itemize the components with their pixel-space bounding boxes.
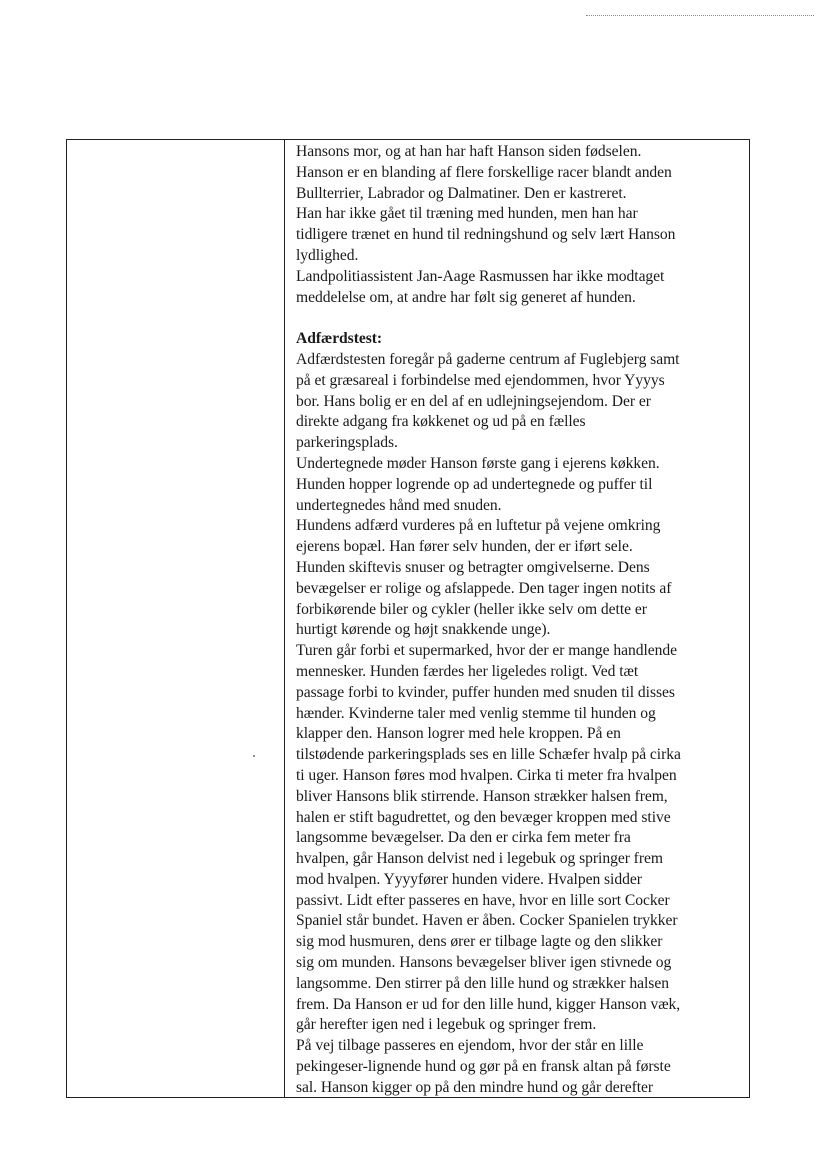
text-line: tilstødende parkeringsplads ses en lille Schæfer hvalp på cirka	[296, 746, 681, 764]
text-line: langsomme. Den stirrer på den lille hund og strækker halsen	[296, 974, 669, 992]
text-line: mennesker. Hunden færdes her ligeledes roligt. Ved tæt	[296, 662, 639, 680]
text-line: bevægelser er rolige og afslappede. Den tager ingen notits af	[296, 579, 672, 597]
scan-speck	[253, 755, 255, 757]
text-line: Turen går forbi et supermarked, hvor der er mange handlende	[296, 642, 677, 660]
paragraph	[296, 267, 748, 309]
text-line: direkte adgang fra køkkenet og ud på en fælles	[296, 413, 586, 431]
text-line: pekingeser-lignende hund og gør på en fransk altan på første	[296, 1058, 671, 1076]
text-line: På vej tilbage passeres en ejendom, hvor der står en lille	[296, 1037, 644, 1055]
text-line: bliver Hansons blik stirrende. Hanson strækker halsen frem,	[296, 787, 668, 805]
document-table	[66, 139, 750, 1098]
text-line: Hansons mor, og at han har haft Hanson siden fødselen.	[296, 143, 642, 160]
text-line: Landpolitiassistent Jan-Aage Rasmussen har ikke modtaget	[296, 267, 665, 285]
text-line: hænder. Kvinderne taler med venlig stemme til hunden og	[296, 704, 656, 722]
text-line: går herefter igen ned i legebuk og springer frem.	[296, 1016, 597, 1034]
table-left-cell	[67, 140, 284, 1097]
text-line: passivt. Lidt efter passeres en have, hvor en lille sort Cocker	[296, 891, 670, 909]
paragraph	[296, 641, 748, 1036]
text-line: bor. Hans bolig er en del af en udlejningsejendom. Der er	[296, 392, 651, 410]
text-line: sig om munden. Hansons bevægelser bliver igen stivnede og	[296, 954, 672, 972]
text-line: ejerens bopæl. Han fører selv hunden, der er iført sele.	[296, 538, 633, 556]
text-line: Hanson er en blanding af flere forskellige racer blandt anden	[296, 163, 672, 181]
text-line: mod hvalpen. Yyyyfører hunden videre. Hvalpen sidder	[296, 870, 642, 888]
text-line: tidligere trænet en hund til redningshund og selv lært Hanson	[296, 226, 676, 244]
text-line: meddelelse om, at andre har følt sig generet af hunden.	[296, 288, 636, 306]
text-line: klapper den. Hanson logrer med hele kroppen. På en	[296, 725, 621, 743]
text-line: hvalpen, går Hanson delvist ned i legebuk og springer frem	[296, 850, 663, 868]
text-line: passage forbi to kvinder, puffer hunden med snuden til disses	[296, 683, 675, 701]
paragraph	[296, 454, 748, 516]
text-line: hurtigt kørende og højt snakkende unge).	[296, 621, 551, 639]
intro-section	[296, 142, 748, 308]
text-line: undertegnedes hånd med snuden.	[296, 496, 502, 514]
table-column-divider	[284, 140, 285, 1097]
text-line: Hunden hopper logrende op ad undertegnede og puffer til	[296, 475, 653, 493]
text-line: lydlighed.	[296, 246, 359, 264]
text-line: Adfærdstesten foregår på gaderne centrum af Fuglebjerg samt	[296, 350, 680, 368]
text-line: halen er stift bagudrettet, og den bevæger kroppen med stive	[296, 808, 671, 826]
text-line: langsomme bevægelser. Da den er cirka fem meter fra	[296, 829, 631, 847]
paragraph	[296, 516, 748, 641]
section-heading: Adfærdstest:	[296, 330, 383, 348]
text-line: Hunden skiftevis snuser og betragter omgivelserne. Dens	[296, 558, 650, 576]
paragraph-gap	[296, 308, 748, 329]
text-line: Hundens adfærd vurderes på en luftetur på vejene omkring	[296, 517, 661, 535]
scan-dotted-line	[586, 15, 814, 16]
text-line: sig mod husmuren, dens ører er tilbage lagte og den slikker	[296, 933, 663, 951]
text-line: Han har ikke gået til træning med hunden, men han har	[296, 205, 638, 223]
text-line: forbikørende biler og cykler (heller ikke selv om dette er	[296, 600, 647, 618]
text-line: Bullterrier, Labrador og Dalmatiner. Den er kastreret.	[296, 184, 627, 202]
paragraph	[296, 350, 748, 454]
text-line: parkeringsplads.	[296, 434, 398, 452]
text-line: Spaniel står bundet. Haven er åben. Cocker Spanielen trykker	[296, 912, 678, 930]
text-line: på et græsareal i forbindelse med ejendommen, hvor Yyyys	[296, 371, 665, 389]
table-right-cell	[296, 142, 748, 1099]
paragraph	[296, 204, 748, 266]
text-line: Undertegnede møder Hanson første gang i ejerens køkken.	[296, 454, 660, 472]
paragraph	[296, 1036, 748, 1098]
text-line: sal. Hanson kigger op på den mindre hund og går derefter	[296, 1078, 654, 1096]
adfaerdstest-section	[296, 350, 748, 1099]
text-line: frem. Da Hanson er ud for den lille hund, kigger Hanson væk,	[296, 995, 681, 1013]
paragraph	[296, 142, 748, 204]
text-line: ti uger. Hanson føres mod hvalpen. Cirka ti meter fra hvalpen	[296, 766, 677, 784]
